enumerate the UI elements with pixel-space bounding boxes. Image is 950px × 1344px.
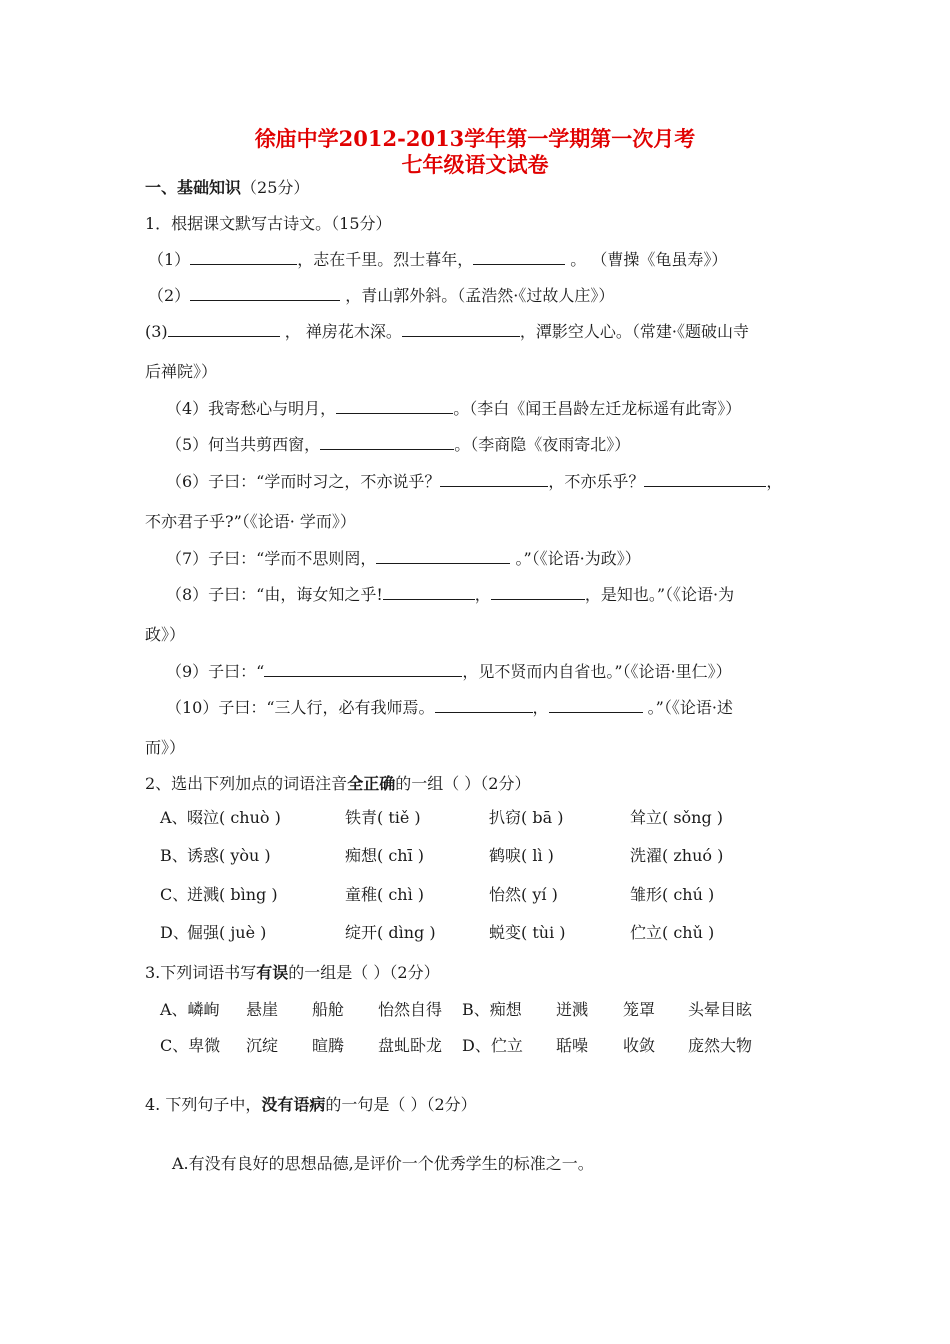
q3-row2-item: 暄腾 — [312, 1036, 345, 1055]
answer-blank[interactable] — [264, 661, 462, 677]
answer-blank[interactable] — [336, 398, 453, 414]
q1-item-2-text: ，青山郭外斜。（孟浩然·《过故人庄》） — [340, 286, 615, 305]
q1-item-10 — [166, 697, 733, 718]
answer-blank[interactable] — [402, 321, 520, 337]
q3-row1-item: A、嶙峋 — [160, 1000, 220, 1019]
q2-option-c-3: 怡然( yí ) — [489, 885, 558, 904]
q1-item-5-source: 。（李商隐《夜雨寄北》） — [454, 435, 631, 454]
q1-item-1-label: （1） — [148, 250, 191, 269]
q1-item-2-label: （2） — [148, 286, 191, 305]
q3-row2-item: 盘虬卧龙 — [378, 1036, 443, 1055]
answer-blank[interactable] — [190, 285, 340, 301]
q3-row1-item: 头晕目眩 — [688, 1000, 753, 1019]
q3-row1-item: 笼罩 — [623, 1000, 656, 1019]
answer-blank[interactable] — [435, 697, 533, 713]
section-heading-score: （25分） — [241, 178, 310, 197]
q2-option-d-1: 倔强( juè ) — [187, 923, 267, 942]
q1-item-5-text: （5）何当共剪西窗， — [166, 435, 321, 454]
answer-blank[interactable] — [320, 434, 454, 450]
q2-option-b-1: 诱惑( yòu ) — [187, 846, 271, 865]
q2-option-d-3: 蜕变( tùi ) — [489, 923, 566, 942]
q1-item-9-source: ，见不贤而内自省也。”（《论语·里仁》） — [462, 662, 732, 681]
q2-option-b-3: 鹤唳( lì ) — [489, 846, 554, 865]
q2-option-a-1: 啜泣( chuò ) — [187, 808, 281, 827]
question-1-stem: 1．根据课文默写古诗文。（15分） — [145, 214, 392, 233]
q1-item-4-source: 。（李白《闻王昌龄左迁龙标遥有此寄》） — [453, 399, 742, 418]
q1-item-8-text: （8）子曰：“由，诲女知之乎! — [166, 585, 383, 604]
q1-item-5 — [166, 434, 630, 455]
q3-stem-emphasis: 有误 — [256, 963, 289, 982]
q2-option-c-4: 雏形( chú ) — [630, 885, 715, 904]
q1-item-7-source: 。”（《论语·为政》） — [510, 549, 641, 568]
q1-item-9 — [166, 661, 732, 682]
q2-option-d-4: 伫立( chǔ ) — [630, 923, 715, 942]
q2-option-b-4: 洗濯( zhuó ) — [630, 846, 724, 865]
answer-blank[interactable] — [376, 548, 510, 564]
q1-item-9-text: （9）子曰：“ — [166, 662, 265, 681]
q1-item-10-source: 。”（《论语·述 — [642, 698, 733, 717]
q1-item-4 — [166, 398, 741, 419]
q2-option-d-2: 绽开( dìng ) — [345, 923, 436, 942]
q1-item-8-cont: 政》） — [145, 625, 186, 644]
q1-item-7 — [166, 548, 641, 569]
q1-item-1-text: ，志在千里。烈士暮年， — [297, 250, 474, 269]
q3-stem-a: 3.下列词语书写 — [145, 963, 257, 982]
q2-stem-a: 2、选出下列加点的词语注音 — [145, 774, 348, 793]
question-2-stem — [145, 774, 530, 794]
answer-blank[interactable] — [440, 471, 548, 487]
q2-option-c-label: C、 — [160, 885, 189, 904]
q3-row1-item: 悬崖 — [246, 1000, 279, 1019]
q1-item-10-comma: ， — [532, 698, 549, 717]
q2-option-d-label: D、 — [160, 923, 189, 942]
answer-blank[interactable] — [491, 584, 585, 600]
q3-row1-item: B、痴想 — [462, 1000, 522, 1019]
q3-row1-item: 怡然自得 — [378, 1000, 443, 1019]
q2-option-c-2: 童稚( chì ) — [345, 885, 425, 904]
q1-item-3-source: ，潭影空人心。（常建·《题破山寺 — [519, 322, 749, 341]
q2-option-b-2: 痴想( chī ) — [345, 846, 425, 865]
q1-item-8-comma: ， — [474, 585, 491, 604]
q3-row2-item: 收敛 — [623, 1036, 656, 1055]
q2-option-a-4: 耸立( sǒng ) — [630, 808, 724, 827]
question-3-stem — [145, 963, 440, 983]
exam-title-line2: 七年级语文试卷 — [401, 152, 549, 177]
q1-item-3-label: (3) — [145, 322, 168, 341]
q2-option-b-label: B、 — [160, 846, 188, 865]
q4-stem-emphasis: 没有语病 — [261, 1095, 326, 1114]
q3-row2-item: D、伫立 — [462, 1036, 523, 1055]
q1-item-6-text: （6）子曰：“学而时习之，不亦说乎？ — [166, 472, 441, 491]
q2-option-a-3: 扒窃( bā ) — [489, 808, 564, 827]
q1-item-6-comma: ， — [766, 472, 783, 491]
q2-option-c-1: 迸溅( bìng ) — [187, 885, 278, 904]
answer-blank[interactable] — [383, 584, 475, 600]
section-heading-text: 一、基础知识 — [145, 178, 242, 197]
answer-blank[interactable] — [168, 321, 280, 337]
q1-item-4-text: （4）我寄愁心与明月， — [166, 399, 337, 418]
q1-item-8-source: ，是知也。”（《论语·为 — [584, 585, 735, 604]
q1-item-1-source: 。 （曹操《龟虽寿》） — [565, 250, 728, 269]
q3-row1-item: 迸溅 — [556, 1000, 589, 1019]
q4-stem-b: 的一句是（ ）（2分） — [325, 1095, 477, 1114]
section-heading — [145, 178, 309, 198]
answer-blank[interactable] — [473, 249, 565, 265]
q2-stem-b: 的一组（ ）（2分） — [395, 774, 531, 793]
q3-row2-item: 沉绽 — [246, 1036, 279, 1055]
q1-item-6-cont: 不亦君子乎?”（《论语· 学而》） — [145, 512, 356, 531]
q1-item-10-text: （10）子曰：“三人行，必有我师焉。 — [166, 698, 435, 717]
q1-item-7-text: （7）子曰：“学而不思则罔， — [166, 549, 377, 568]
exam-title-line1: 徐庙中学2012-2013学年第一学期第一次月考 — [254, 126, 696, 151]
q3-row2-item: 聒噪 — [556, 1036, 589, 1055]
q3-row1-item: 船舱 — [312, 1000, 345, 1019]
q1-item-10-cont: 而》） — [145, 738, 186, 757]
question-4-stem — [145, 1095, 477, 1115]
q2-option-a-label: A、 — [160, 808, 188, 827]
q3-stem-b: 的一组是（ ）（2分） — [288, 963, 440, 982]
q1-item-8 — [166, 584, 734, 605]
q3-row2-item: C、卑微 — [160, 1036, 221, 1055]
q2-option-a-2: 铁青( tiě ) — [345, 808, 421, 827]
answer-blank[interactable] — [549, 697, 643, 713]
q4-option-a: A.有没有良好的思想品德,是评价一个优秀学生的标准之一。 — [172, 1154, 594, 1173]
q4-stem-a: 4. 下列句子中， — [145, 1095, 262, 1114]
q1-item-1 — [148, 249, 727, 270]
q1-item-3 — [145, 321, 749, 342]
q3-row2-item: 庞然大物 — [688, 1036, 753, 1055]
q1-item-3-text: ， 禅房花木深。 — [279, 322, 402, 341]
answer-blank[interactable] — [190, 249, 297, 265]
q2-stem-emphasis: 全正确 — [347, 774, 396, 793]
q1-item-3-cont: 后禅院》） — [145, 362, 218, 381]
q1-item-2 — [148, 285, 614, 306]
answer-blank[interactable] — [644, 471, 766, 487]
q1-item-6 — [166, 471, 782, 492]
q1-item-6-text-b: ，不亦乐乎？ — [548, 472, 645, 491]
